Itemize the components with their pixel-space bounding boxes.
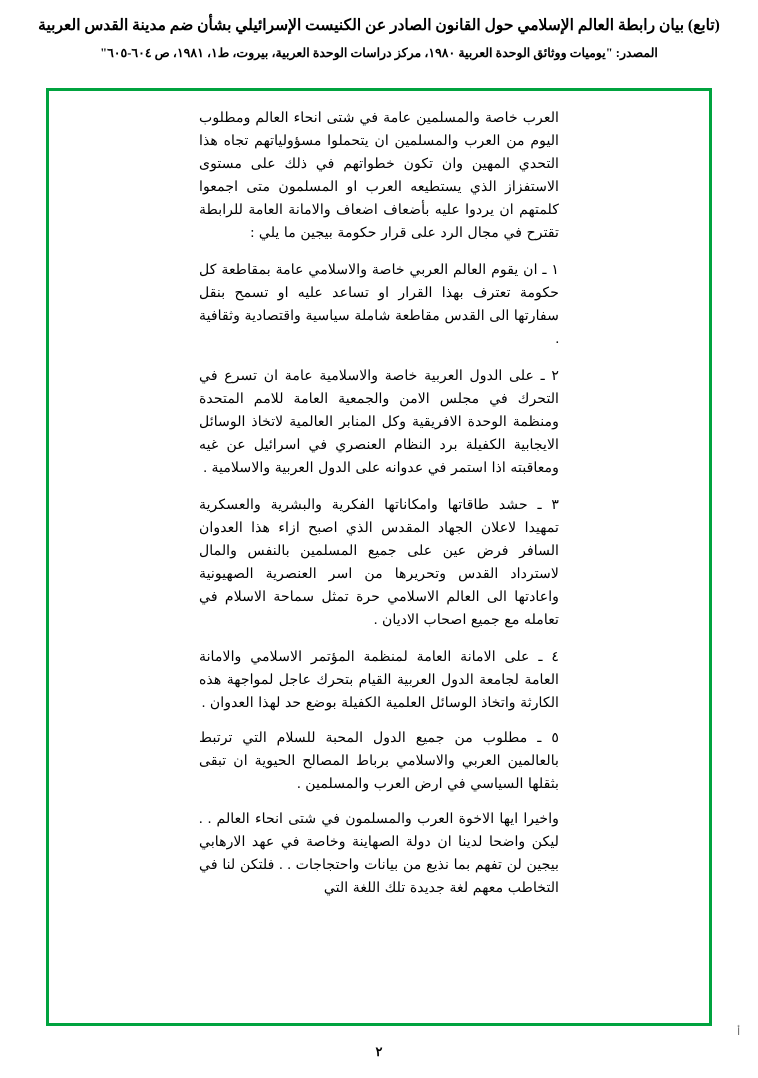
paragraph: ٢ ـ على الدول العربية خاصة والاسلامية عامة ان تسرع في التحرك في مجلس الامن والجمعية العامة للامم المتحدة ومنظمة الوحدة الافريقية وكل المنابر العالمية لاتخاذ الوسائل الايجابية الكفيلة برد النظام العنصري في اسرائيل عن غيه ومعاقبته اذا استمر في عدوانه على الدول العربية والاسلامية .: [199, 368, 559, 476]
corner-mark: أ: [737, 1027, 740, 1038]
document-header: [0, 0, 758, 63]
paragraph: ١ ـ ان يقوم العالم العربي خاصة والاسلامي عامة بمقاطعة كل حكومة تعترف بهذا القرار او تساعد عليه او تسمح بنقل سفارتها الى القدس مقاطعة شاملة سياسية واقتصادية وثقافية .: [199, 262, 559, 347]
page-number: ٢: [375, 1044, 383, 1059]
text-column: [199, 107, 559, 900]
paragraph: واخيرا ايها الاخوة العرب والمسلمون في شتى انحاء العالم . . ليكن واضحا لدينا ان دولة الصهاينة وخاصة في عهد الارهابي بيجين لن تفهم بما نذيع من بيانات واحتجاجات . . فلتكن لنا في التخاطب معهم لغة جديدة تلك اللغة التي: [199, 811, 559, 896]
paragraph: ٥ ـ مطلوب من جميع الدول المحبة للسلام التي ترتبط بالعالمين العربي والاسلامي برباط المصالح الحيوية ان تبقى بثقلها السياسي في ارض العرب والمسلمين .: [199, 730, 559, 792]
source-line: المصدر: "يوميات ووثائق الوحدة العربية ١٩٨٠، مركز دراسات الوحدة العربية، بيروت، ط١، ١٩٨١، ص ٦٠٤-٦٠٥": [100, 46, 658, 61]
paragraph: العرب خاصة والمسلمين عامة في شتى انحاء العالم ومطلوب اليوم من العرب والمسلمين ان يتحملوا مسؤولياتهم تجاه هذا التحدي المهين وان تكون خطواتهم في ذلك على مستوى الاستفزاز الذي يستطيعه العرب او المسلمون متى اجمعوا كلمتهم ان يردوا عليه بأضعاف اضعاف والامانة العامة للرابطة تقترح في مجال الرد على قرار حكومة بيجين ما يلي :: [199, 110, 559, 241]
page-title: (تابع) بيان رابطة العالم الإسلامي حول القانون الصادر عن الكنيست الإسرائيلي بشأن ضم مدينة القدس العربية: [38, 17, 720, 34]
frame-content: [67, 107, 691, 1013]
green-border-frame: [46, 88, 712, 1026]
paragraph: ٣ ـ حشد طاقاتها وامكاناتها الفكرية والبشرية والعسكرية تمهيدا لاعلان الجهاد المقدس الذي اصبح ازاء هذا العدوان السافر فرض عين على جميع المسلمين بالنفس والمال لاسترداد القدس وتحريرها من اسر العنصرية الصهيونية واعادتها الى العالم الاسلامي حرة تمثل سماحة الاسلام في تعامله مع جميع اصحاب الاديان .: [199, 497, 559, 628]
paragraph: ٤ ـ على الامانة العامة لمنظمة المؤتمر الاسلامي والامانة العامة لجامعة الدول العربية القيام بتحرك عاجل لمواجهة هذه الكارثة واتخاذ الوسائل العلمية الكفيلة بوضع حد لهذا العدوان .: [199, 649, 559, 711]
